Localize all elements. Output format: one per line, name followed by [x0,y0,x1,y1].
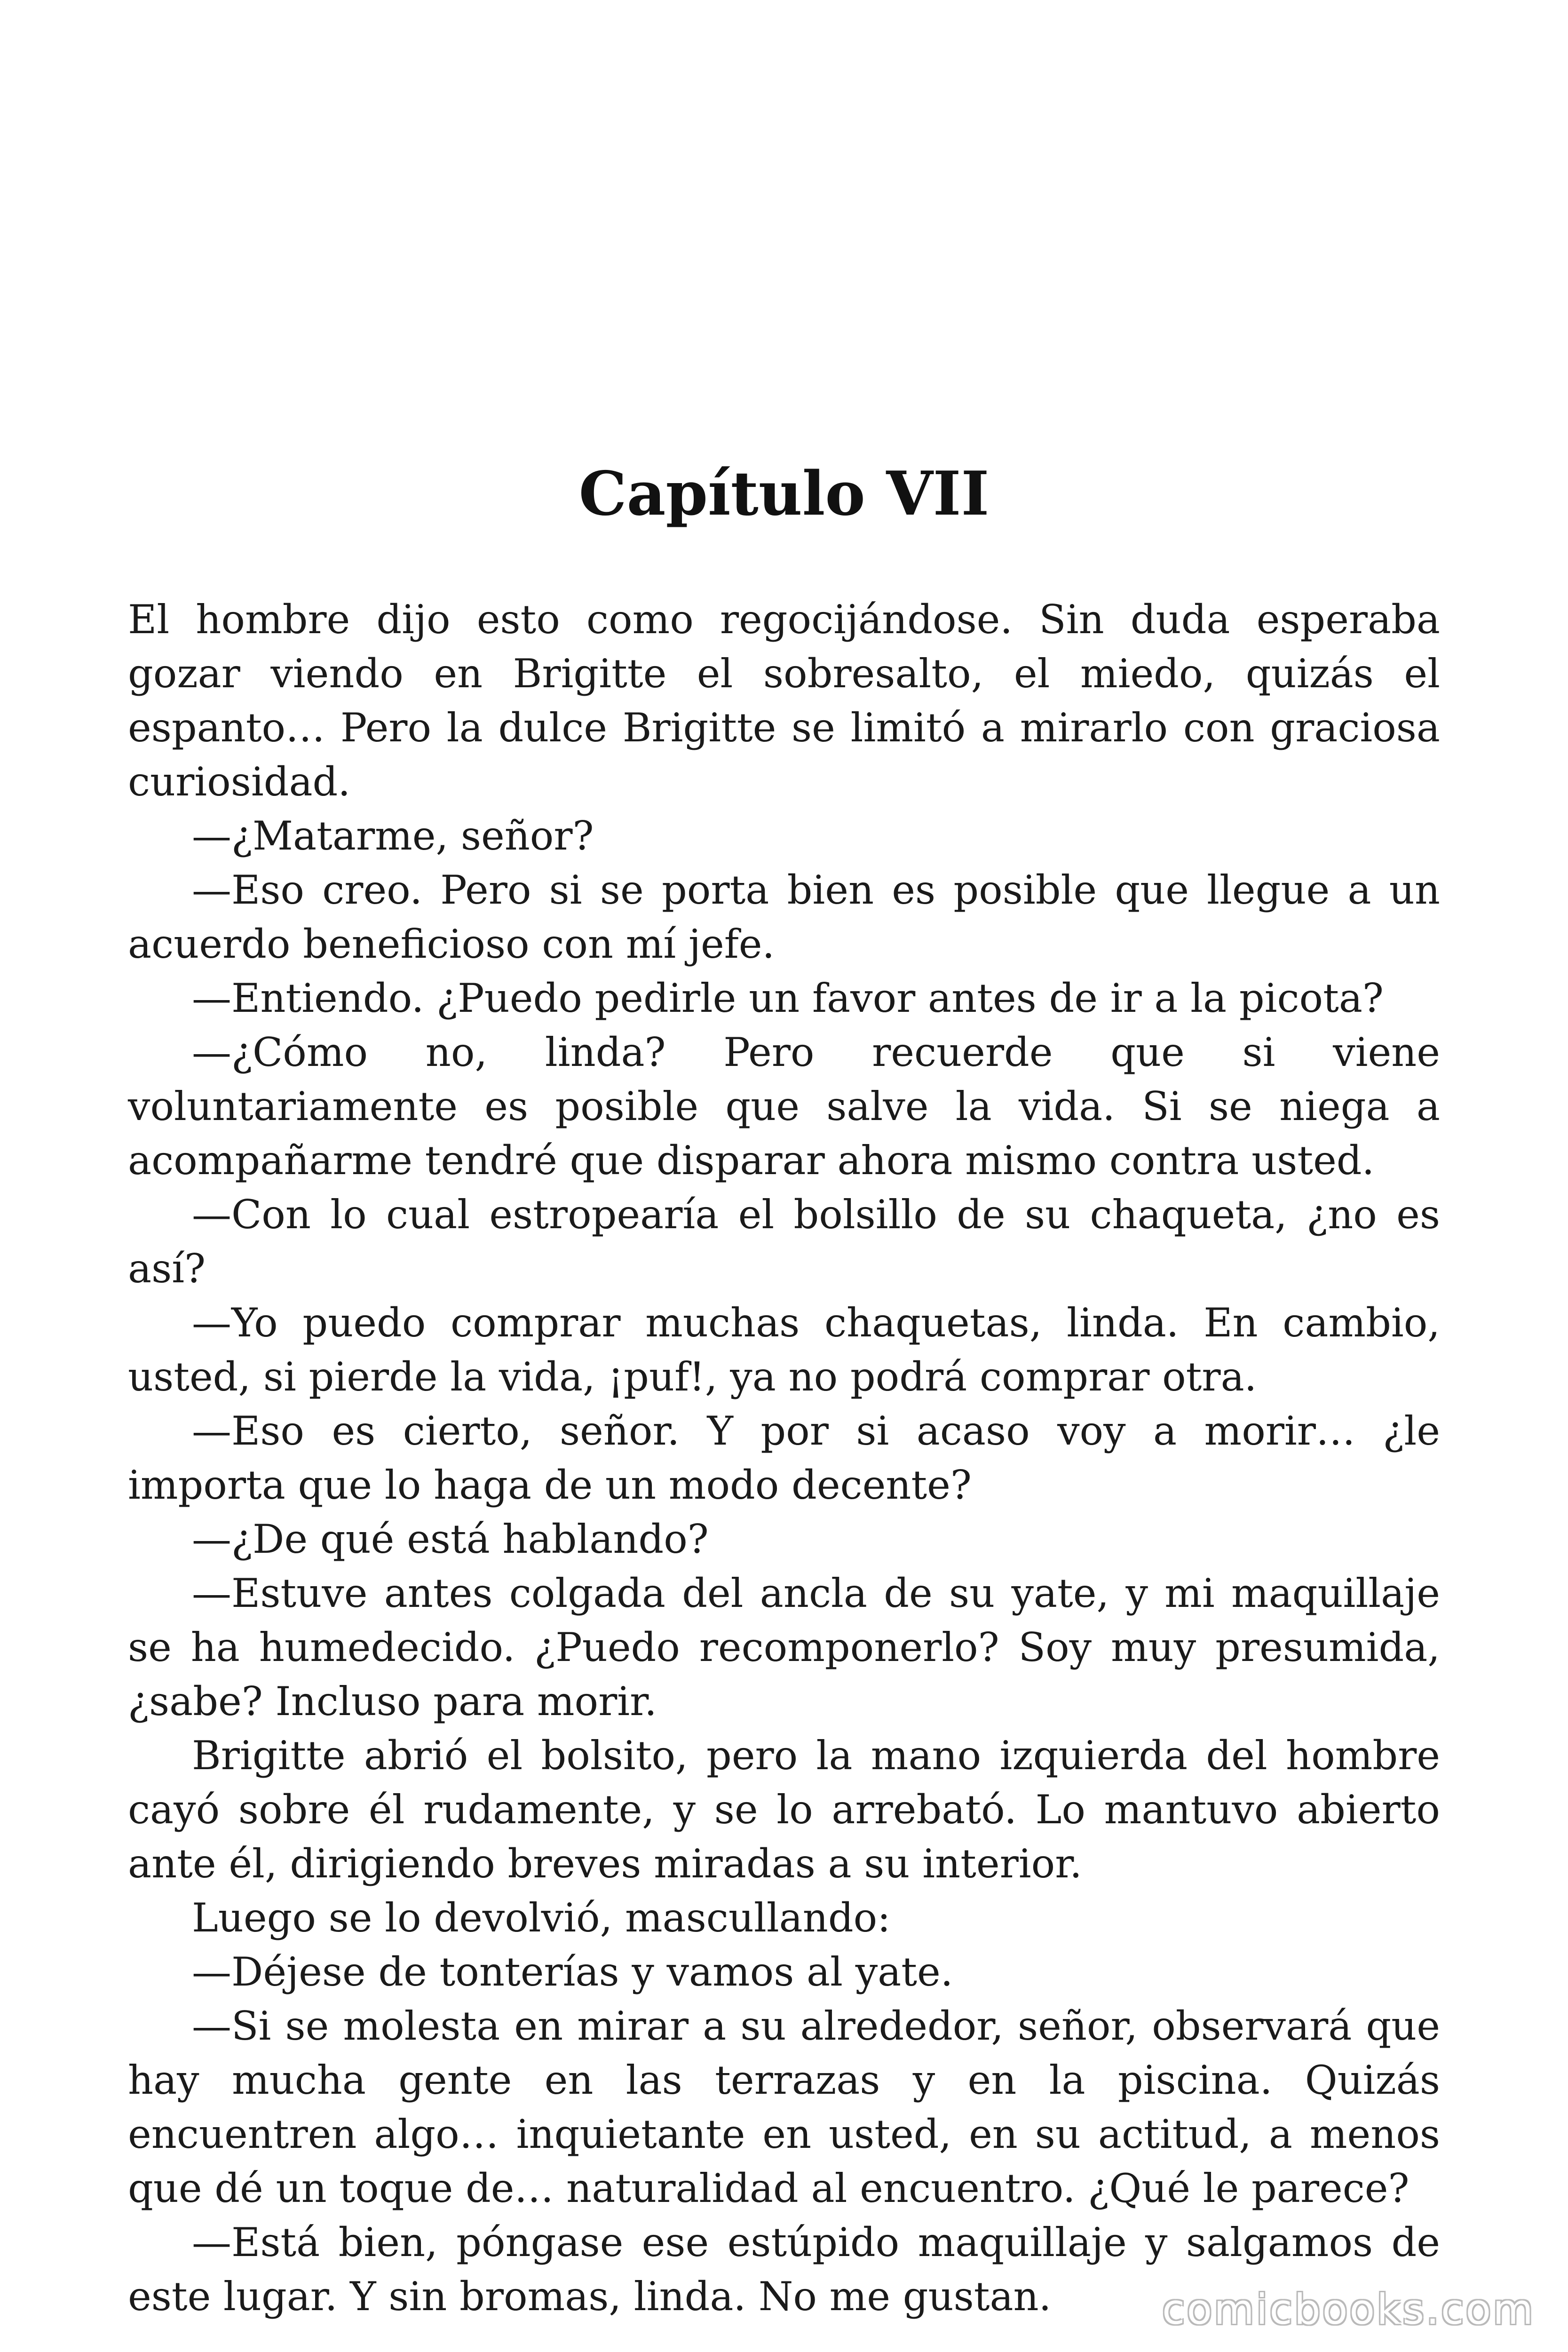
paragraph: Luego se lo devolvió, mascullando: [192,1895,891,1941]
paragraph: —Yo puedo comprar muchas chaquetas, linda. En cambio, usted, si pierde la vida, ¡puf!, ya no podrá comprar otra. [128,1300,1440,1400]
paragraph: Brigitte abrió el bolsito, pero la mano izquierda del hombre cayó sobre él rudamente, y se lo arrebató. Lo mantuvo abierto ante él, dirigiendo breves miradas a su interior. [128,1732,1440,1887]
paragraph: —Entiendo. ¿Puedo pedirle un favor antes de ir a la picota? [192,975,1384,1021]
paragraph: —¿De qué está hablando? [192,1516,709,1562]
chapter-title: Capítulo VII [578,459,990,529]
paragraph: —Déjese de tonterías y vamos al yate. [192,1949,953,1995]
paragraph: El hombre dijo esto como regocijándose. Sin duda esperaba gozar viendo en Brigitte el sobresalto, el miedo, quizás el espanto… Pero la dulce Brigitte se limitó a mirarlo con graciosa curiosidad. [128,596,1440,805]
paragraph: —Está bien, póngase ese estúpido maquillaje y salgamos de este lugar. Y sin bromas, linda. No me gustan. [128,2219,1440,2320]
paragraph: —Estuve antes colgada del ancla de su yate, y mi maquillaje se ha humedecido. ¿Puedo recomponerlo? Soy muy presumida, ¿sabe? Incluso para morir. [128,1570,1440,1724]
chapter-body [128,593,1440,2324]
paragraph: —¿Matarme, señor? [192,813,594,859]
paragraph: —Si se molesta en mirar a su alrededor, señor, observará que hay mucha gente en las terrazas y en la piscina. Quizás encuentren algo… inquietante en usted, en su actitud, a menos que dé un toque de… naturalidad al encuentro. ¿Qué le parece? [128,2003,1440,2211]
paragraph: —Con lo cual estropearía el bolsillo de su chaqueta, ¿no es así? [128,1192,1440,1292]
watermark: comicbooks.com [1162,2285,1535,2334]
paragraph: —¿Cómo no, linda? Pero recuerde que si viene voluntariamente es posible que salve la vida. Si se niega a acompañarme tendré que disparar ahora mismo contra usted. [128,1029,1440,1184]
paragraph: —Eso creo. Pero si se porta bien es posible que llegue a un acuerdo beneficioso con mí jefe. [128,867,1440,967]
paragraph: —Eso es cierto, señor. Y por si acaso voy a morir… ¿le importa que lo haga de un modo decente? [128,1408,1440,1508]
